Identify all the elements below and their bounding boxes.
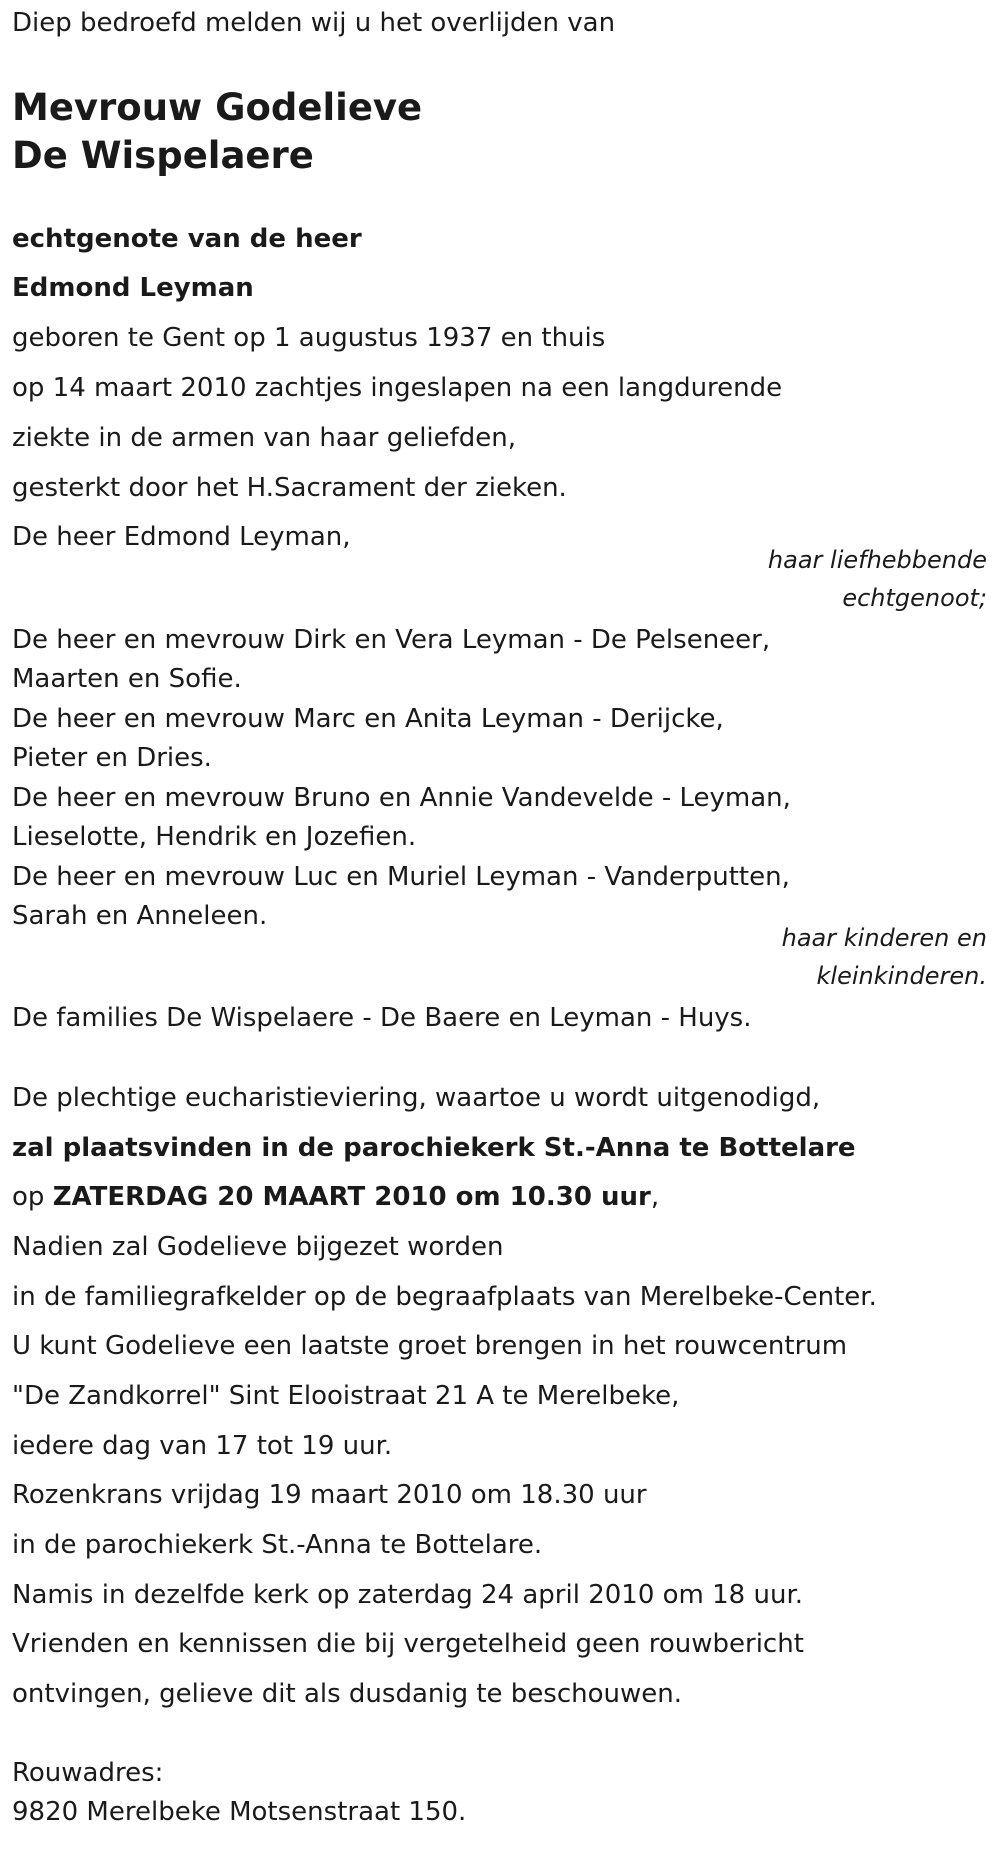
birth-line: ziekte in de armen van haar geliefden, [12, 423, 517, 453]
birth-line: gesterkt door het H.Sacrament der zieken. [12, 473, 567, 503]
deceased-name [12, 84, 422, 180]
ceremony-prefix: op [12, 1182, 53, 1212]
deceased-name-line2: De Wispelaere [12, 134, 314, 177]
child-family-line: De heer en mevrouw Marc en Anita Leyman - Derijcke, [12, 704, 724, 734]
info-line: Namis in dezelfde kerk op zaterdag 24 april 2010 om 18 uur. [12, 1580, 804, 1610]
info-line: in de familiegrafkelder op de begraafplaats van Merelbeke-Center. [12, 1282, 877, 1312]
info-line: iedere dag van 17 tot 19 uur. [12, 1431, 393, 1461]
info-line: in de parochiekerk St.-Anna te Bottelare. [12, 1530, 543, 1560]
child-family-line: Maarten en Sofie. [12, 664, 242, 694]
birth-line: op 14 maart 2010 zachtjes ingeslapen na een langdurende [12, 373, 783, 403]
spouse-name: Edmond Leyman [12, 273, 254, 303]
ceremony-date: ZATERDAG 20 MAART 2010 om 10.30 uur [52, 1182, 651, 1212]
children-role-line1: haar kinderen en [781, 924, 987, 952]
address-label: Rouwadres: [12, 1758, 164, 1788]
info-line: "De Zandkorrel" Sint Elooistraat 21 A te Merelbeke, [12, 1381, 680, 1411]
info-line: ontvingen, gelieve dit als dusdanig te beschouwen. [12, 1679, 683, 1709]
husband-role-line1: haar liefhebbende [767, 546, 987, 574]
child-family-line: Lieselotte, Hendrik en Jozefien. [12, 822, 417, 852]
info-line: Nadien zal Godelieve bijgezet worden [12, 1232, 504, 1262]
child-family-line: De heer en mevrouw Luc en Muriel Leyman - Vanderputten, [12, 862, 790, 892]
husband-line: De heer Edmond Leyman, [12, 522, 351, 552]
spouse-label: echtgenote van de heer [12, 224, 362, 254]
child-family-line: Pieter en Dries. [12, 743, 212, 773]
info-line: Vrienden en kennissen die bij vergetelheid geen rouwbericht [12, 1629, 804, 1659]
ceremony-date-line [12, 1182, 659, 1212]
child-family-line: De heer en mevrouw Bruno en Annie Vandevelde - Leyman, [12, 783, 791, 813]
child-family-line: Sarah en Anneleen. [12, 901, 268, 931]
ceremony-intro: De plechtige eucharistieviering, waartoe u wordt uitgenodigd, [12, 1083, 821, 1113]
deceased-name-line1: Mevrouw Godelieve [12, 86, 423, 129]
intro-text: Diep bedroefd melden wij u het overlijden van [12, 8, 616, 38]
ceremony-place: zal plaatsvinden in de parochiekerk St.-Anna te Bottelare [12, 1133, 856, 1163]
ceremony-suffix: , [650, 1182, 660, 1212]
child-family-line: De heer en mevrouw Dirk en Vera Leyman - De Pelseneer, [12, 625, 771, 655]
info-line: Rozenkrans vrijdag 19 maart 2010 om 18.30 uur [12, 1480, 647, 1510]
families-line: De families De Wispelaere - De Baere en Leyman - Huys. [12, 1003, 752, 1033]
address: 9820 Merelbeke Motsenstraat 150. [12, 1797, 467, 1827]
husband-role-line2: echtgenoot; [842, 584, 987, 612]
info-line: U kunt Godelieve een laatste groet brengen in het rouwcentrum [12, 1331, 848, 1361]
children-role-line2: kleinkinderen. [816, 962, 987, 990]
birth-line: geboren te Gent op 1 augustus 1937 en thuis [12, 323, 606, 353]
